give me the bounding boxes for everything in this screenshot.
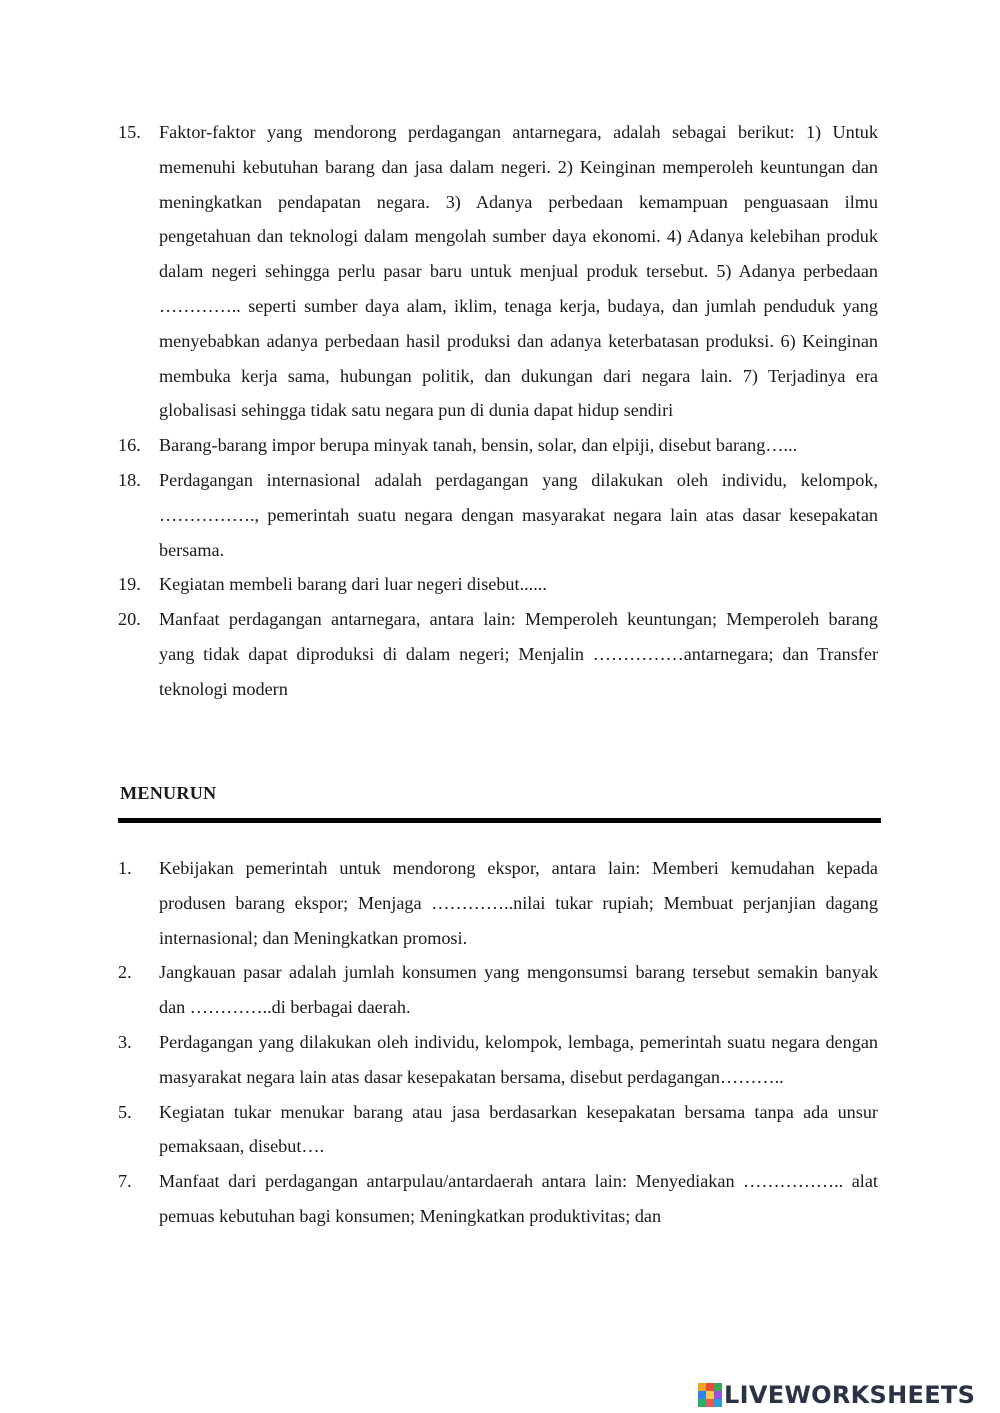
question-text: Perdagangan yang dilakukan oleh individu, kelompok, lembaga, pemerintah suatu negara dengan masyarakat negara lain atas dasar kesepakatan bersama, disebut perdagangan………..	[159, 1031, 878, 1087]
question-number: 18.	[118, 469, 141, 490]
down-question-list	[118, 851, 878, 1234]
logo-tile	[698, 1383, 706, 1391]
question-item	[118, 1095, 878, 1165]
question-item	[118, 567, 878, 602]
question-text: Kegiatan tukar menukar barang atau jasa berdasarkan kesepakatan bersama tanpa ada unsur pemaksaan, disebut….	[159, 1101, 878, 1157]
heading-divider	[118, 818, 881, 823]
logo-tile	[698, 1391, 706, 1399]
question-item	[118, 115, 878, 428]
question-text: Manfaat perdagangan antarnegara, antara lain: Memperoleh keuntungan; Memperoleh barang yang tidak dapat diproduksi di dalam negeri; Menjalin ……………antarnegara; dan Transfer teknologi modern	[159, 609, 878, 699]
question-number: 2.	[118, 962, 132, 983]
question-text: Manfaat dari perdagangan antarpulau/antardaerah antara lain: Menyediakan …………….. alat pemuas kebutuhan bagi konsumen; Meningkatkan produktivitas; dan	[159, 1171, 878, 1226]
across-question-list	[118, 115, 878, 707]
logo-tile	[706, 1391, 714, 1399]
question-item	[118, 1164, 878, 1234]
section-heading-down: MENURUN	[120, 783, 217, 803]
question-number: 3.	[118, 1031, 132, 1052]
question-item	[118, 1025, 878, 1095]
question-text: Perdagangan internasional adalah perdagangan yang dilakukan oleh individu, kelompok, ……………., pemerintah suatu negara dengan masyarakat negara lain atas dasar kesepakatan bersama.	[159, 469, 878, 560]
question-item	[118, 602, 878, 706]
liveworksheets-watermark	[698, 1378, 975, 1412]
question-number: 15.	[118, 122, 141, 142]
logo-tile	[714, 1383, 722, 1391]
question-text: Jangkauan pasar adalah jumlah konsumen yang mengonsumsi barang tersebut semakin banyak dan …………..di berbagai daerah.	[159, 962, 878, 1018]
question-item	[118, 851, 878, 955]
question-item	[118, 463, 878, 567]
question-item	[118, 955, 878, 1025]
question-text: Faktor-faktor yang mendorong perdagangan antarnegara, adalah sebagai berikut: 1) Untuk memenuhi kebutuhan barang dan jasa dalam negeri. 2) Keinginan memperoleh keuntungan dan meningkatkan pendapatan negara. 3) Adanya perbedaan kemampuan penguasaan ilmu pengetahuan dan teknologi dalam mengolah sumber daya ekonomi. 4) Adanya kelebihan produk dalam negeri sehingga perlu pasar baru untuk menjual produk tersebut. 5) Adanya perbedaan ………….. seperti sumber daya alam, iklim, tenaga kerja, budaya, dan jumlah penduduk yang menyebabkan adanya perbedaan hasil produksi dan adanya keterbatasan produksi. 6) Keinginan membuka kerja sama, hubungan politik, dan dukungan dari negara lain. 7) Terjadinya era globalisasi sehingga tidak satu negara pun di dunia dapat hidup sendiri	[159, 122, 878, 421]
question-item	[118, 428, 878, 463]
question-number: 5.	[118, 1101, 132, 1122]
question-number: 16.	[118, 435, 141, 456]
logo-tile	[714, 1399, 722, 1407]
question-text: Barang-barang impor berupa minyak tanah, bensin, solar, dan elpiji, disebut barang…...	[159, 435, 798, 456]
question-number: 7.	[118, 1171, 132, 1192]
question-text: Kegiatan membeli barang dari luar negeri disebut......	[159, 574, 547, 595]
question-text: Kebijakan pemerintah untuk mendorong ekspor, antara lain: Memberi kemudahan kepada produsen barang ekspor; Menjaga …………..nilai tukar rupiah; Membuat perjanjian dagang internasional; dan Meningkatkan promosi.	[159, 858, 878, 948]
logo-tile	[706, 1399, 714, 1407]
question-number: 1.	[118, 858, 132, 878]
watermark-text: LIVEWORKSHEETS	[724, 1381, 976, 1409]
question-number: 19.	[118, 574, 141, 595]
question-number: 20.	[118, 609, 141, 630]
logo-tile	[706, 1383, 714, 1391]
logo-tile	[714, 1391, 722, 1399]
liveworksheets-logo-icon	[698, 1383, 722, 1407]
logo-tile	[698, 1399, 706, 1407]
